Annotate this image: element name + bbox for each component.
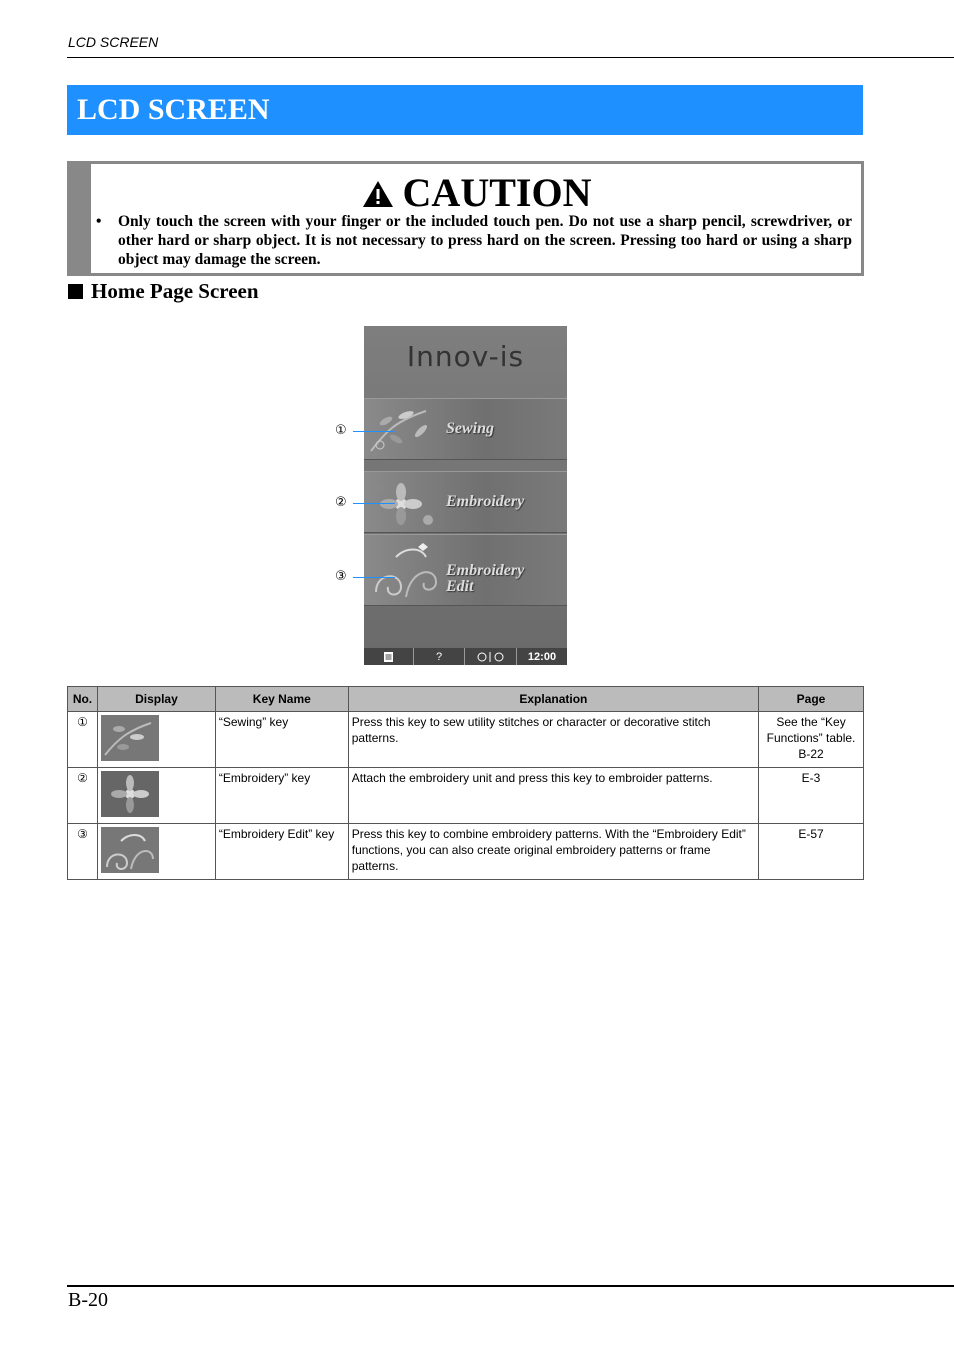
row-explanation: Press this key to combine embroidery patterns. With the “Embroidery Edit” functions, you can also create original embroidery patterns or frame patterns. <box>348 824 758 880</box>
row-no: ① <box>68 712 98 768</box>
sewing-key[interactable] <box>364 398 567 460</box>
row-key-name: “Embroidery” key <box>215 768 348 824</box>
table-row <box>68 712 864 768</box>
embroidery-edit-key-label-line1: Embroidery <box>446 562 525 579</box>
header-display: Display <box>97 687 215 712</box>
callout-2: ② <box>335 495 347 510</box>
callout-3: ③ <box>335 569 347 584</box>
row-no: ② <box>68 768 98 824</box>
section-title: Home Page Screen <box>91 279 259 303</box>
sewing-key-label: Sewing <box>446 420 495 437</box>
lcd-home-screen <box>364 326 567 665</box>
row-explanation: Attach the embroidery unit and press this key to embroider patterns. <box>348 768 758 824</box>
row-key-name: “Sewing” key <box>215 712 348 768</box>
document-icon <box>383 651 394 663</box>
caution-title: CAUTION <box>402 170 592 215</box>
callout-leader-3 <box>353 577 395 578</box>
page-number: B-20 <box>68 1289 108 1311</box>
row-display <box>97 712 215 768</box>
section-heading <box>68 279 259 304</box>
footer-rule <box>67 1285 954 1287</box>
row-display <box>97 768 215 824</box>
page-title: LCD SCREEN <box>67 85 863 135</box>
row-display <box>97 824 215 880</box>
row-page: See the “Key Functions” table. B-22 <box>759 712 864 768</box>
header-rule <box>67 57 954 58</box>
key-table <box>67 686 864 880</box>
table-header-row <box>68 687 864 712</box>
lcd-status-bar <box>364 648 567 665</box>
clock: 12:00 <box>527 650 557 663</box>
callout-leader-1 <box>353 431 395 432</box>
callout-leader-2 <box>353 503 395 504</box>
caution-box <box>67 161 864 276</box>
caution-heading <box>91 169 861 217</box>
embroidery-key[interactable] <box>364 471 567 533</box>
square-bullet-icon <box>68 284 83 299</box>
table-row <box>68 768 864 824</box>
running-head: LCD SCREEN <box>68 34 159 50</box>
row-key-name: “Embroidery Edit” key <box>215 824 348 880</box>
row-explanation: Press this key to sew utility stitches or character or decorative stitch patterns. <box>348 712 758 768</box>
innovis-logo: Innov-is <box>406 340 525 373</box>
leaf-ornament-icon <box>366 401 446 459</box>
settings-button[interactable] <box>465 648 517 665</box>
row-page: E-57 <box>759 824 864 880</box>
row-page: E-3 <box>759 768 864 824</box>
header-explanation: Explanation <box>348 687 758 712</box>
embroidery-edit-key-label-line2: Edit <box>446 578 474 595</box>
caution-text: Only touch the screen with your finger or the included touch pen. Do not use a sharp pencil, screwdriver, or other hard or sharp object. It is not necessary to press hard on the screen. Pressing too hard or using a sharp object may damage the screen. <box>118 213 852 268</box>
help-button[interactable] <box>414 648 465 665</box>
header-no: No. <box>68 687 98 712</box>
embroidery-key-label: Embroidery <box>446 493 525 510</box>
callout-1: ① <box>335 423 347 438</box>
sewing-key-thumbnail <box>101 715 159 761</box>
row-no: ③ <box>68 824 98 880</box>
help-icon: ? <box>435 650 443 663</box>
caution-item <box>96 212 852 269</box>
document-button[interactable] <box>364 648 414 665</box>
table-row <box>68 824 864 880</box>
warning-icon <box>361 179 395 209</box>
header-page: Page <box>759 687 864 712</box>
needle-thread-icon <box>475 651 507 663</box>
embroidery-edit-key[interactable] <box>364 534 567 606</box>
embroidery-edit-key-thumbnail <box>101 827 159 873</box>
header-key-name: Key Name <box>215 687 348 712</box>
swirl-ornament-icon <box>366 537 446 605</box>
embroidery-key-thumbnail <box>101 771 159 817</box>
bullet: • <box>96 213 102 230</box>
